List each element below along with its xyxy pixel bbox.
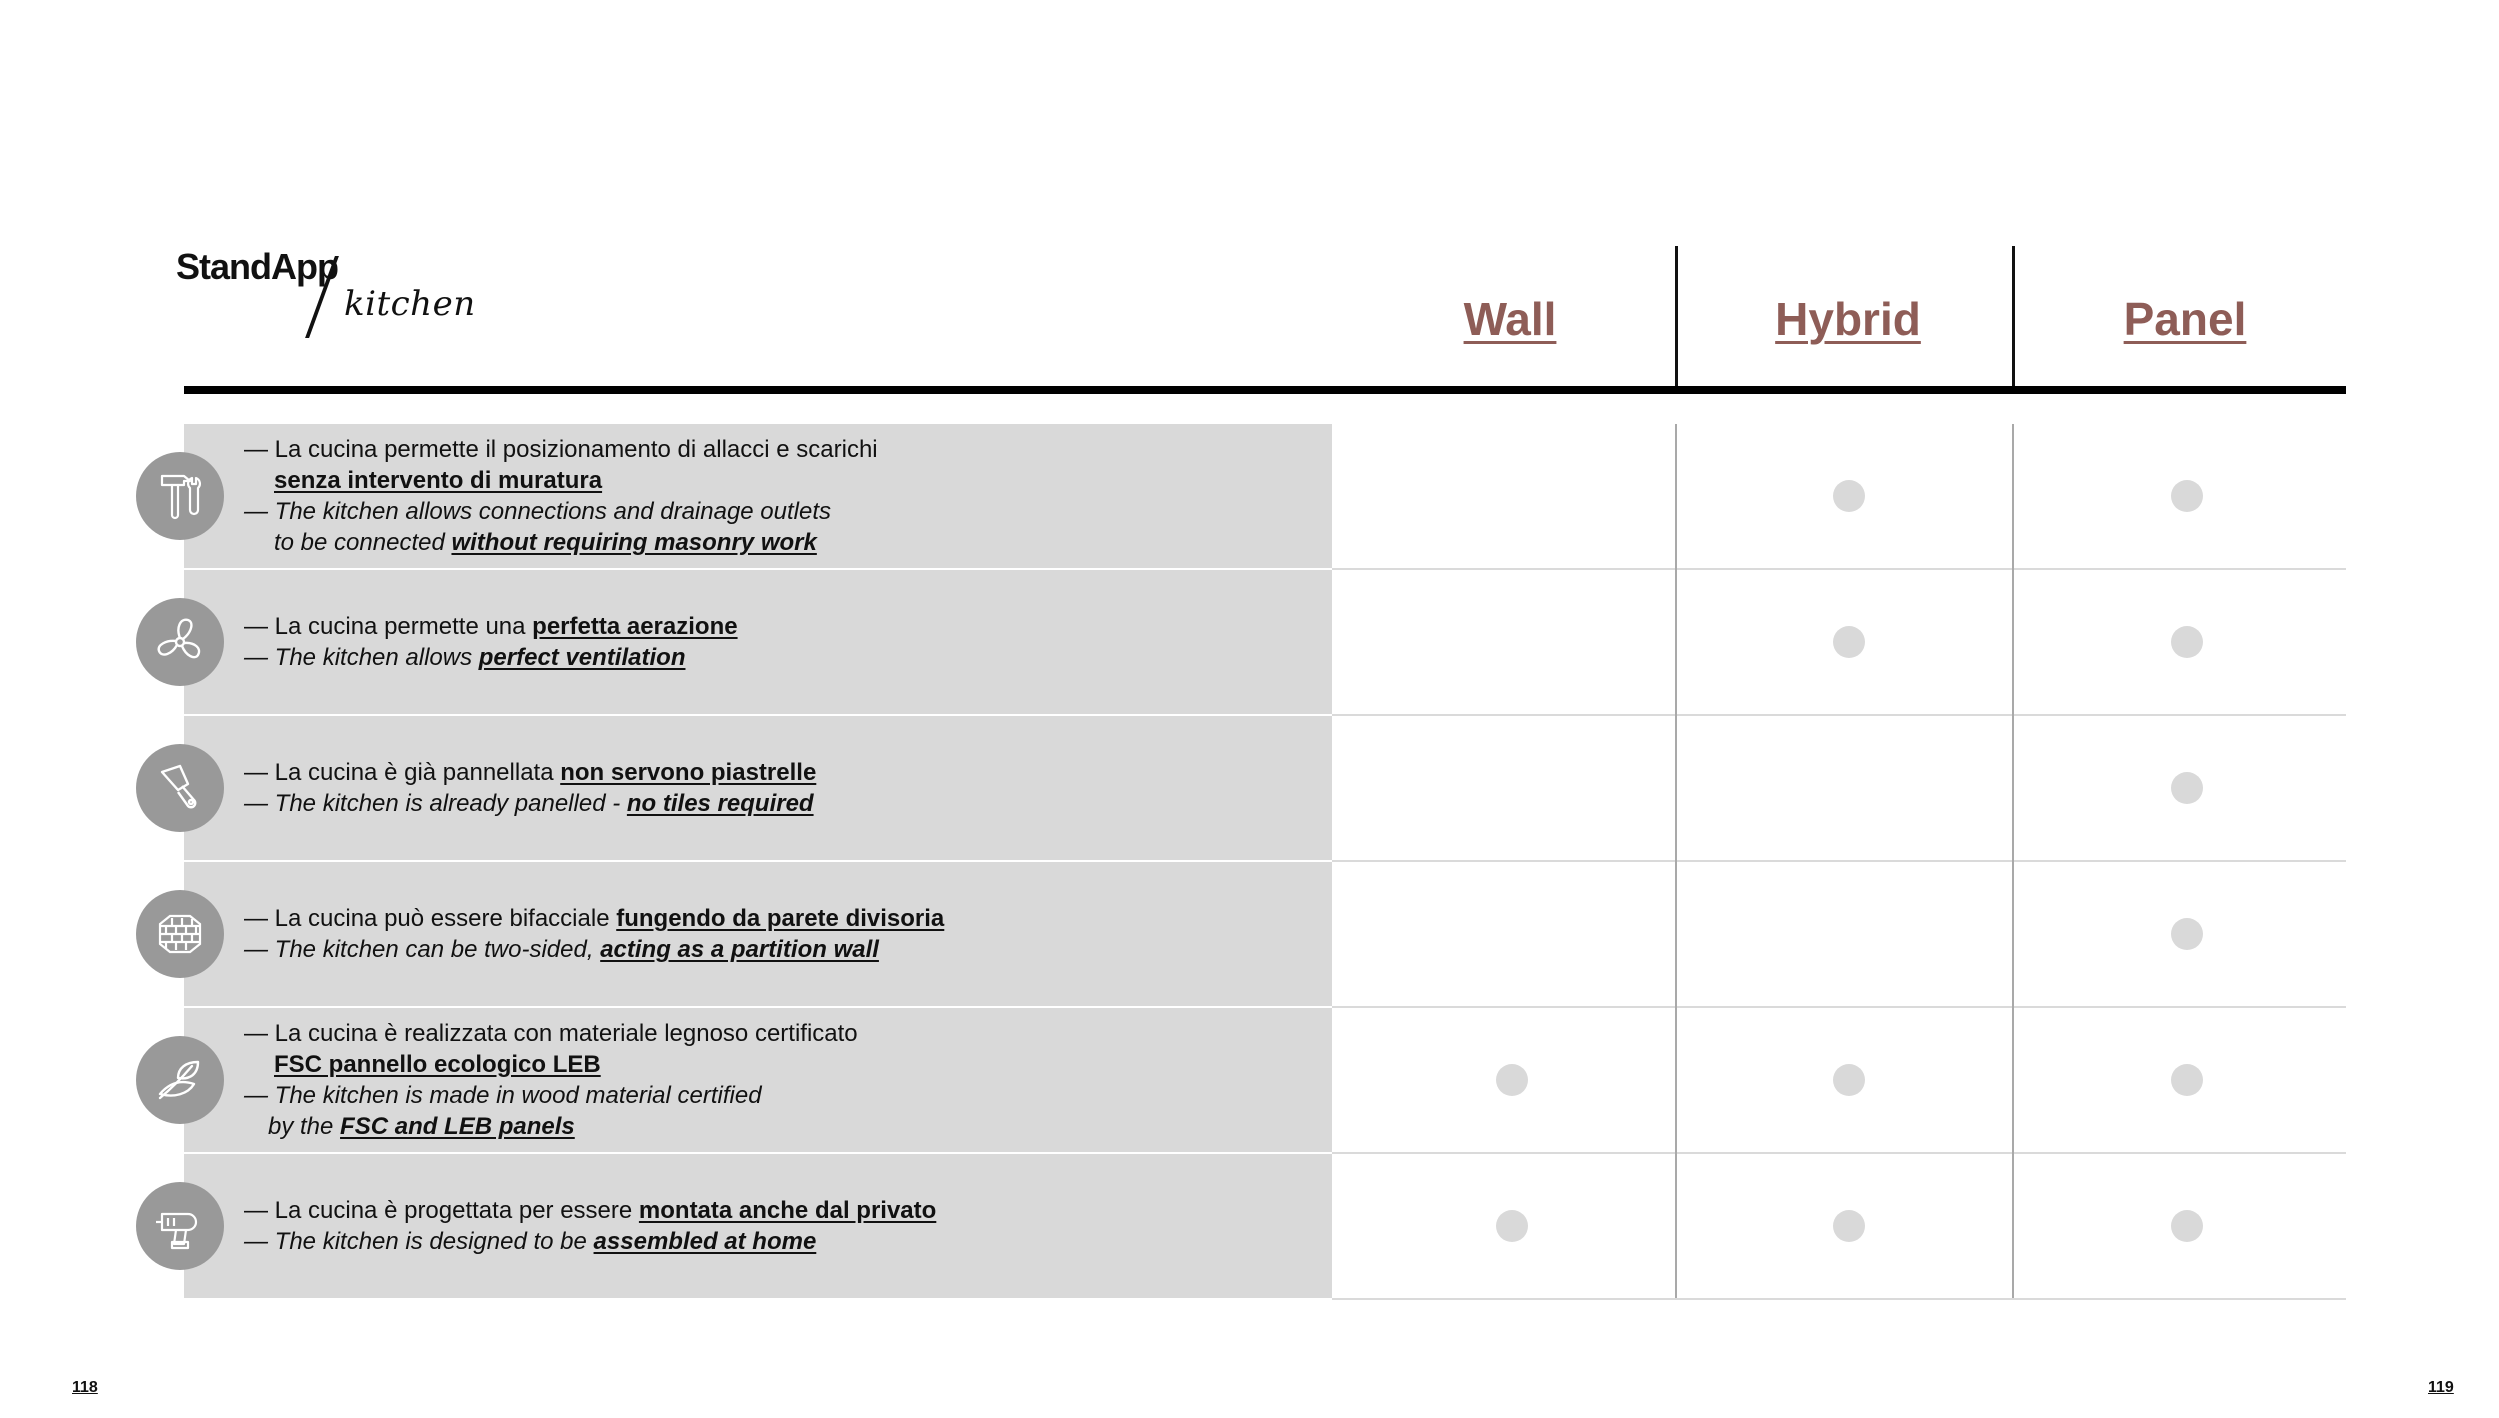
brick-wall-icon [136, 890, 224, 978]
row-divider [1332, 1152, 2346, 1154]
brand-logo [176, 246, 496, 342]
row-divider [1332, 1298, 2346, 1300]
description-line [244, 903, 1324, 934]
description-line [244, 1111, 1324, 1142]
availability-dot-hybrid [1833, 1064, 1865, 1096]
spatula-icon [136, 744, 224, 832]
highlighted-phrase: perfect ventilation [478, 644, 686, 671]
row-description [244, 1154, 1324, 1298]
column-divider [1675, 424, 1677, 1298]
description-text: to be connected [274, 529, 452, 556]
header-separator [1675, 246, 1678, 390]
description-text: — La cucina è già pannellata [244, 759, 561, 786]
description-text: — La cucina è realizzata con materiale legnoso certificato [244, 1020, 858, 1047]
hammer-wrench-icon [136, 452, 224, 540]
row-divider [1332, 714, 2346, 716]
availability-dot-panel [2171, 1210, 2203, 1242]
highlighted-phrase: perfetta aerazione [532, 613, 738, 640]
description-line [244, 934, 1324, 965]
description-text: — The kitchen is designed to be [244, 1228, 594, 1255]
description-line [244, 527, 1324, 558]
highlighted-phrase: FSC pannello ecologico LEB [274, 1051, 601, 1078]
description-line [244, 611, 1324, 642]
description-line [244, 1226, 1324, 1257]
page-number-right: 119 [2428, 1379, 2454, 1396]
description-text: — The kitchen allows connections and drainage outlets [244, 498, 832, 525]
availability-dot-hybrid [1833, 1210, 1865, 1242]
description-line [244, 642, 1324, 673]
availability-dot-hybrid [1833, 626, 1865, 658]
highlighted-phrase: non servono piastrelle [560, 759, 817, 786]
row-divider [1332, 568, 2346, 570]
page-number-left: 118 [72, 1379, 98, 1396]
description-line [244, 757, 1324, 788]
row-description [244, 716, 1324, 860]
highlighted-phrase: assembled at home [593, 1228, 817, 1255]
description-text: — La cucina permette una [244, 613, 533, 640]
highlighted-phrase: FSC and LEB panels [340, 1113, 575, 1140]
availability-dot-panel [2171, 918, 2203, 950]
leaf-icon [136, 1036, 224, 1124]
highlighted-phrase: without requiring masonry work [451, 529, 817, 556]
availability-dot-panel [2171, 772, 2203, 804]
logo-sub-text: kitchen [344, 284, 476, 324]
description-line [244, 1049, 1324, 1080]
header-rule [184, 386, 2346, 394]
highlighted-phrase: acting as a partition wall [600, 936, 879, 963]
header-separator [2012, 246, 2015, 390]
highlighted-phrase: fungendo da parete divisoria [616, 905, 945, 932]
row-description [244, 570, 1324, 714]
highlighted-phrase: no tiles required [626, 790, 814, 817]
description-text: — La cucina è progettata per essere [244, 1197, 639, 1224]
description-text: by the [268, 1113, 341, 1140]
row-divider [1332, 1006, 2346, 1008]
description-text: — La cucina può essere bifacciale [244, 905, 617, 932]
description-text: — The kitchen allows [244, 644, 479, 671]
description-line [244, 1018, 1324, 1049]
description-line [244, 788, 1324, 819]
availability-dot-panel [2171, 626, 2203, 658]
description-text: — The kitchen is already panelled - [244, 790, 627, 817]
column-divider [2012, 424, 2014, 1298]
drill-icon [136, 1182, 224, 1270]
highlighted-phrase: montata anche dal privato [638, 1197, 937, 1224]
description-text: — The kitchen can be two-sided, [244, 936, 601, 963]
availability-dot-panel [2171, 480, 2203, 512]
row-divider [1332, 860, 2346, 862]
logo-main-text: StandApp [176, 246, 338, 287]
column-header-panel: Panel [2123, 293, 2247, 345]
row-description [244, 1008, 1324, 1152]
description-line [244, 1195, 1324, 1226]
description-text: — La cucina permette il posizionamento di allacci e scarichi [244, 436, 878, 463]
column-header-wall: Wall [1463, 293, 1557, 345]
column-header-hybrid: Hybrid [1775, 293, 1921, 345]
availability-dot-hybrid [1833, 480, 1865, 512]
fan-icon [136, 598, 224, 686]
description-line [244, 1080, 1324, 1111]
highlighted-phrase: senza intervento di muratura [274, 467, 603, 494]
row-description [244, 862, 1324, 1006]
description-text: — The kitchen is made in wood material certified [244, 1082, 762, 1109]
description-line [244, 496, 1324, 527]
availability-dot-wall [1496, 1064, 1528, 1096]
availability-dot-panel [2171, 1064, 2203, 1096]
row-description [244, 424, 1324, 568]
availability-dot-wall [1496, 1210, 1528, 1242]
description-line [244, 434, 1324, 465]
description-line [244, 465, 1324, 496]
